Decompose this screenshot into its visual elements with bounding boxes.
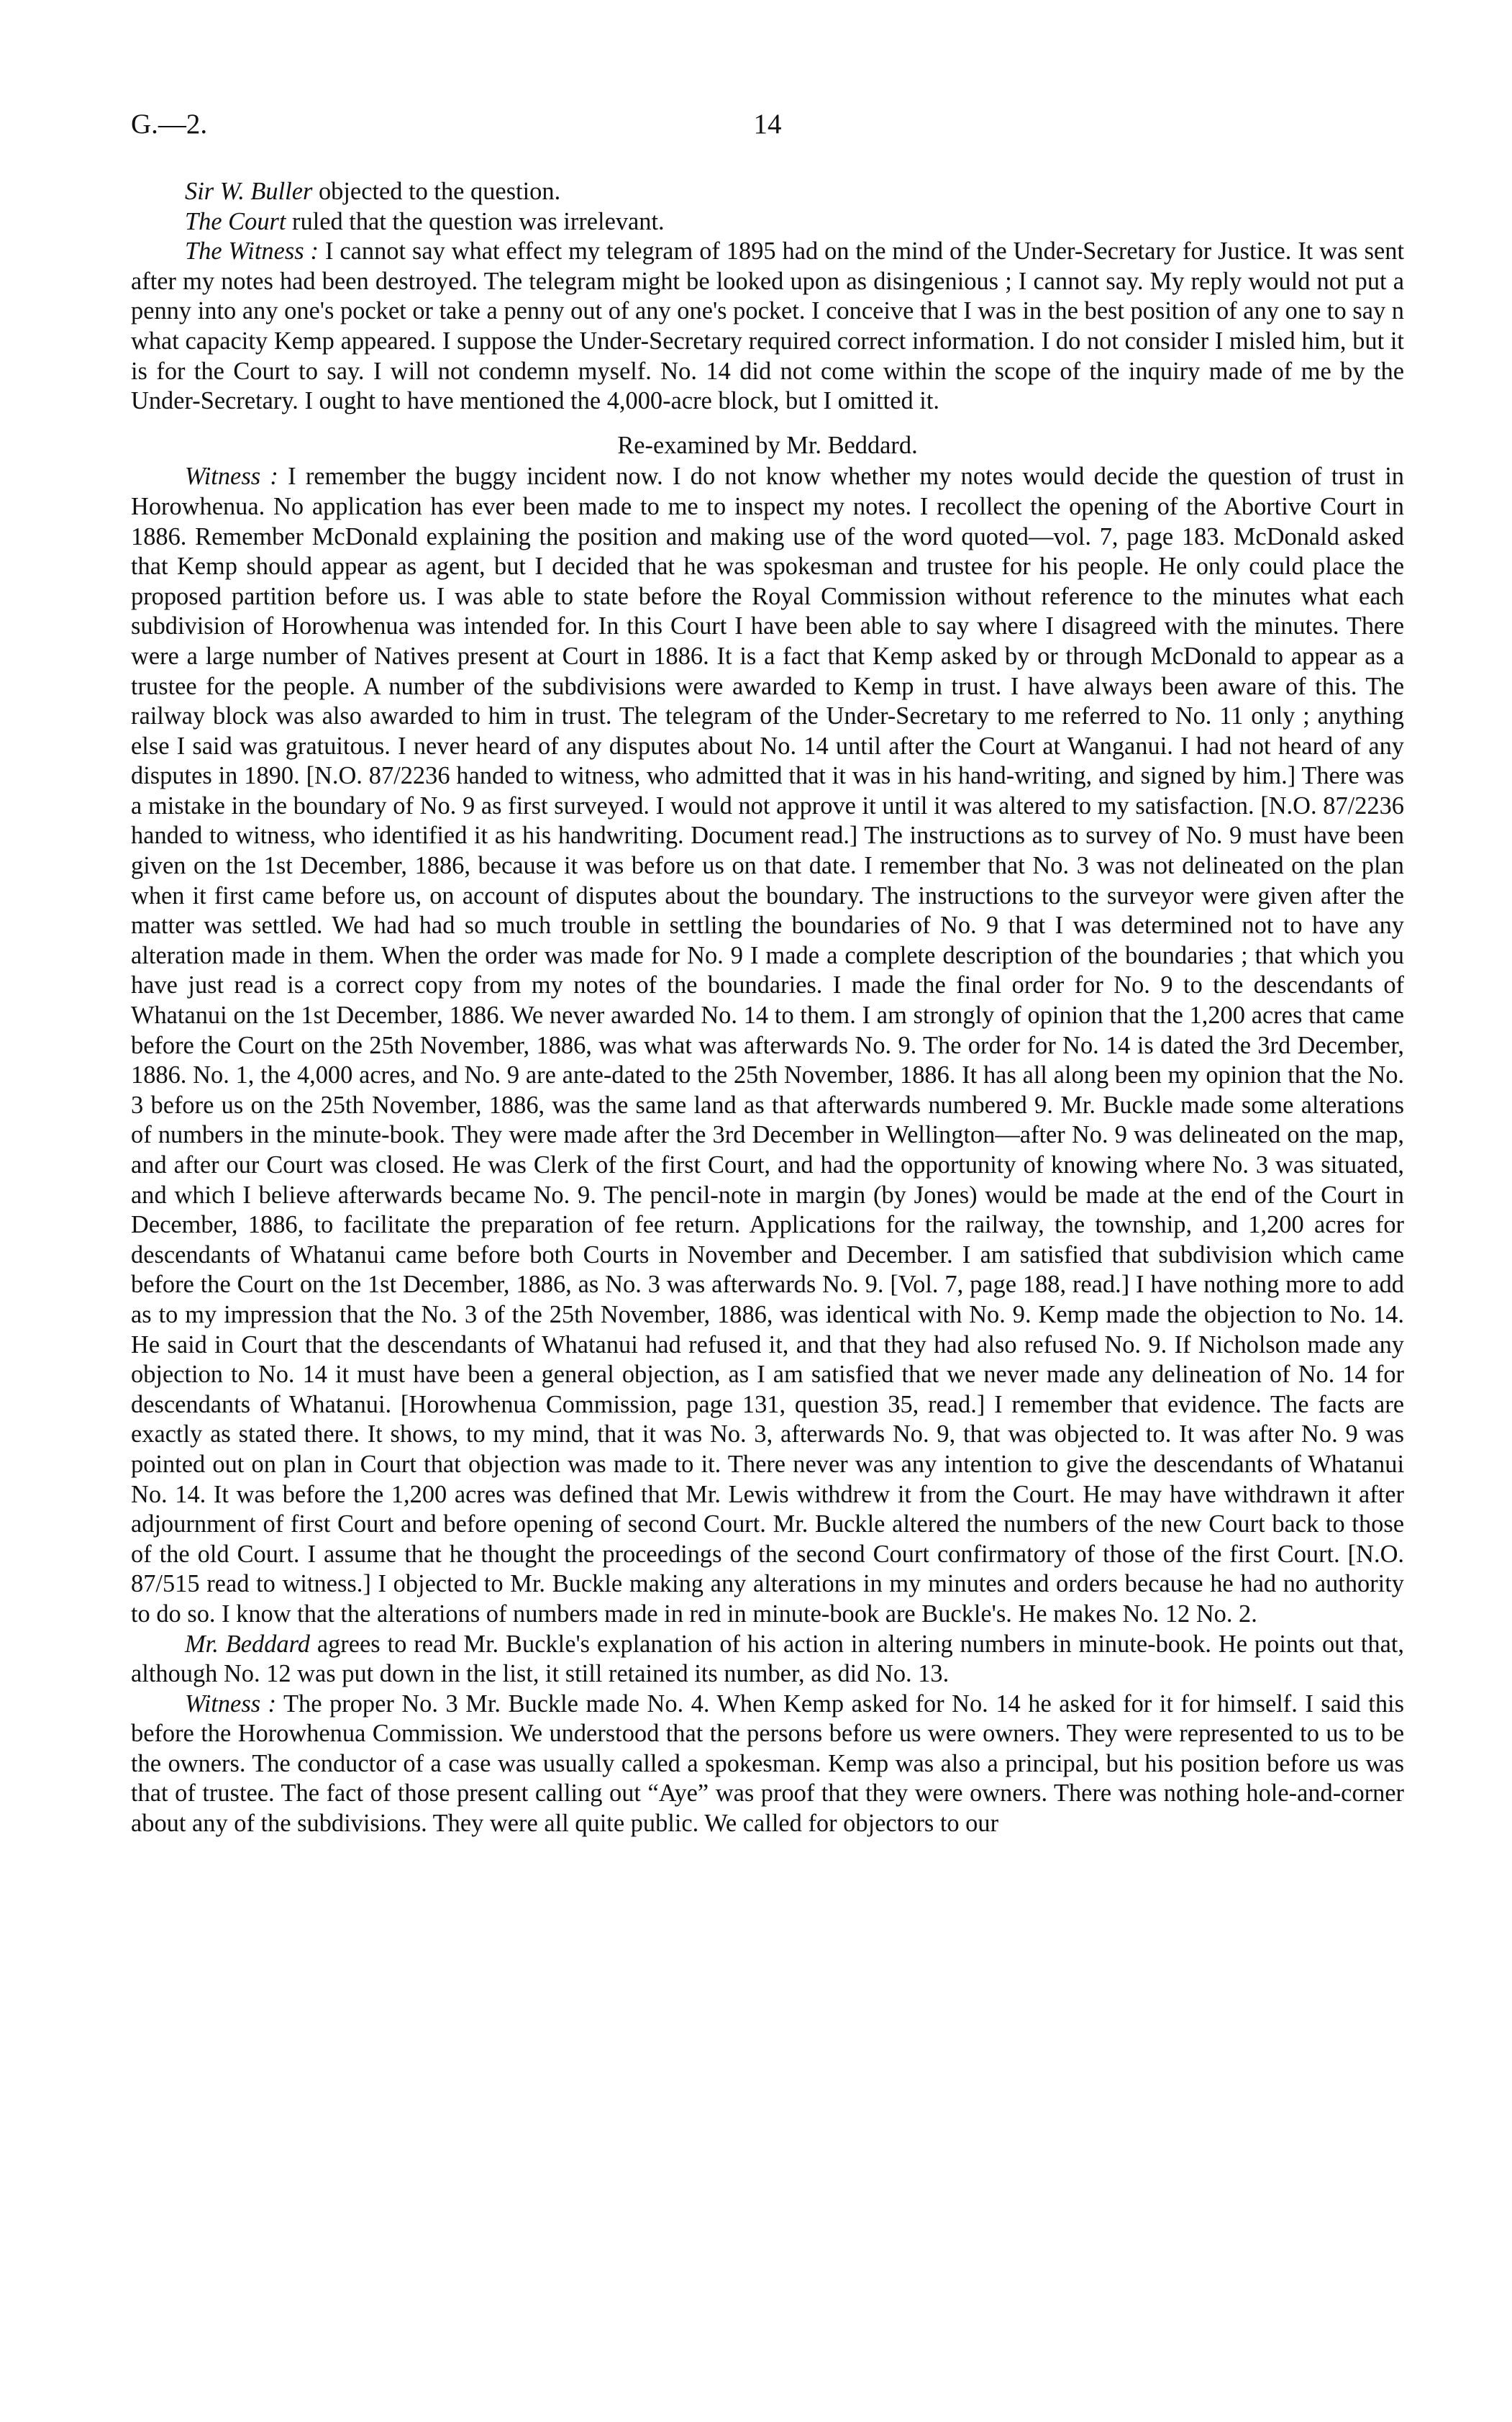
paper-reference: G.—2. [131, 109, 208, 140]
document-body [131, 177, 1404, 1839]
section-heading: Re-examined by Mr. Beddard. [617, 431, 918, 459]
paragraph [131, 462, 1404, 1629]
speaker-name: Mr. Beddard [185, 1630, 310, 1658]
running-head [131, 108, 1404, 151]
paragraph [131, 177, 1404, 207]
paragraph-text: agrees to read Mr. Buckle's explanation of his action in altering numbers in minute-book. He points out that, although No. 12 was put down in the list, it still retained its number, as did No. 13. [131, 1630, 1404, 1688]
paragraph [131, 1689, 1404, 1839]
paragraph-text: I cannot say what effect my telegram of 1895 had on the mind of the Under-Secretary for Justice. It was sent after my notes had been destroyed. The telegram might be looked upon as disingenious ; I cannot say. My reply would not put a penny into any one's pocket or take a penny out of any one's pocket. I conceive that I was in the best position of any one to say n what capacity Kemp appeared. I suppose the Under-Secretary required correct information. I do not consider I misled him, but it is for the Court to say. I will not condemn myself. No. 14 did not come within the scope of the inquiry made of me by the Under-Secretary. I ought to have mentioned the 4,000-acre block, but I omitted it. [131, 237, 1404, 415]
paragraph-text: ruled that the question was irrelevant. [286, 207, 665, 235]
paragraph [131, 207, 1404, 237]
speaker-name: Witness : [185, 463, 278, 491]
paragraph-text: objected to the question. [312, 178, 561, 205]
speaker-name: Sir W. Buller [185, 178, 313, 205]
paragraph [131, 237, 1404, 417]
speaker-name: The Court [185, 207, 286, 235]
paragraph-text: The proper No. 3 Mr. Buckle made No. 4. When Kemp asked for No. 14 he asked for it for himself. I said this before the Horowhenua Commission. We understood that the persons before us were owners. They were represented to us to be the owners. The conductor of a case was usually called a spokesman. Kemp was also a principal, but his position before us was that of trustee. The fact of those present calling out “Aye” was proof that they were owners. There was nothing hole-and-corner about any of the subdivisions. They were all quite public. We called for objectors to our [131, 1689, 1404, 1838]
speaker-name: The Witness : [185, 237, 319, 266]
speaker-name: Witness : [185, 1689, 277, 1718]
page-number: 14 [753, 109, 782, 140]
paragraph [131, 1630, 1404, 1689]
paragraph-text: I remember the buggy incident now. I do not know whether my notes would decide the question of trust in Horowhenua. No application has ever been made to me to inspect my notes. I recollect the opening of the Abortive Court in 1886. Remember McDonald explaining the position and making use of the word quoted—vol. 7, page 183. McDonald asked that Kemp should appear as agent, but I decided that he was spokesman and trustee for his people. He only could place the proposed partition before us. I was able to state before the Royal Commission without reference to the minutes what each subdivision of Horowhenua was intended for. In this Court I have been able to say where I disagreed with the minutes. There were a large number of Natives present at Court in 1886. It is a fact that Kemp asked by or through McDonald to appear as a trustee for the people. A number of the subdivisions were awarded to Kemp in trust. I have always been aware of this. The railway block was also awarded to him in trust. The telegram of the Under-Secretary to me referred to No. 11 only ; anything else I said was gratuitous. I never heard of any disputes about No. 14 until after the Court at Wanganui. I had not heard of any disputes in 1890. [N.O. 87/2236 handed to witness, who admitted that it was in his hand-writing, and signed by him.] There was a mistake in the boundary of No. 9 as first surveyed. I would not approve it until it was altered to my satisfaction. [N.O. 87/2236 handed to witness, who identified it as his handwriting. Document read.] The instructions as to survey of No. 9 must have been given on the 1st December, 1886, because it was before us on that date. I remember that No. 3 was not delineated on the plan when it first came before us, on account of disputes about the boundary. The instructions to the surveyor were given after the matter was settled. We had had so much trouble in settling the boundaries of No. 9 that I was determined not to have any alteration made in them. When the order was made for No. 9 I made a complete description of the boundaries ; that which you have just read is a correct copy from my notes of the boundaries. I made the final order for No. 9 to the descendants of Whatanui on the 1st December, 1886. We never awarded No. 14 to them. I am strongly of opinion that the 1,200 acres that came before the Court on the 25th November, 1886, was what was afterwards No. 9. The order for No. 14 is dated the 3rd December, 1886. No. 1, the 4,000 acres, and No. 9 are ante-dated to the 25th November, 1886. It has all along been my opinion that the No. 3 before us on the 25th November, 1886, was the same land as that afterwards numbered 9. Mr. Buckle made some alterations of numbers in the minute-book. They were made after the 3rd December in Wellington—after No. 9 was delineated on the map, and after our Court was closed. He was Clerk of the first Court, and had the opportunity of knowing where No. 3 was situated, and which I believe afterwards became No. 9. The pencil-note in margin (by Jones) would be made at the end of the Court in December, 1886, to facilitate the preparation of fee return. Applications for the railway, the township, and 1,200 acres for descendants of Whatanui came before both Courts in November and December. I am satisfied that subdivision which came before the Court on the 1st December, 1886, as No. 3 was afterwards No. 9. [Vol. 7, page 188, read.] I have nothing more to add as to my impression that the No. 3 of the 25th November, 1886, was identical with No. 9. Kemp made the objection to No. 14. He said in Court that the descendants of Whatanui had refused it, and that they had also refused No. 9. If Nicholson made any objection to No. 14 it must have been a general objection, as I am satisfied that we never made any delineation of No. 14 for descendants of Whatanui. [Horowhenua Commission, page 131, question 35, read.] I remember that evidence. The facts are exactly as stated there. It shows, to my mind, that it was No. 3, afterwards No. 9, that was objected to. It was after No. 9 was pointed out on plan in Court that objection was made to it. There never was any intention to give the descendants of Whatanui No. 14. It was before the 1,200 acres was defined that Mr. Lewis withdrew it from the Court. He may have withdrawn it after adjournment of first Court and before opening of second Court. Mr. Buckle altered the numbers of the new Court back to those of the old Court. I assume that he thought the proceedings of the second Court confirmatory of those of the first Court. [N.O. 87/515 read to witness.] I objected to Mr. Buckle making any alterations in my minutes and orders because he had no authority to do so. I know that the alterations of numbers made in red in minute-book are Buckle's. He makes No. 12 No. 2. [131, 463, 1404, 1628]
